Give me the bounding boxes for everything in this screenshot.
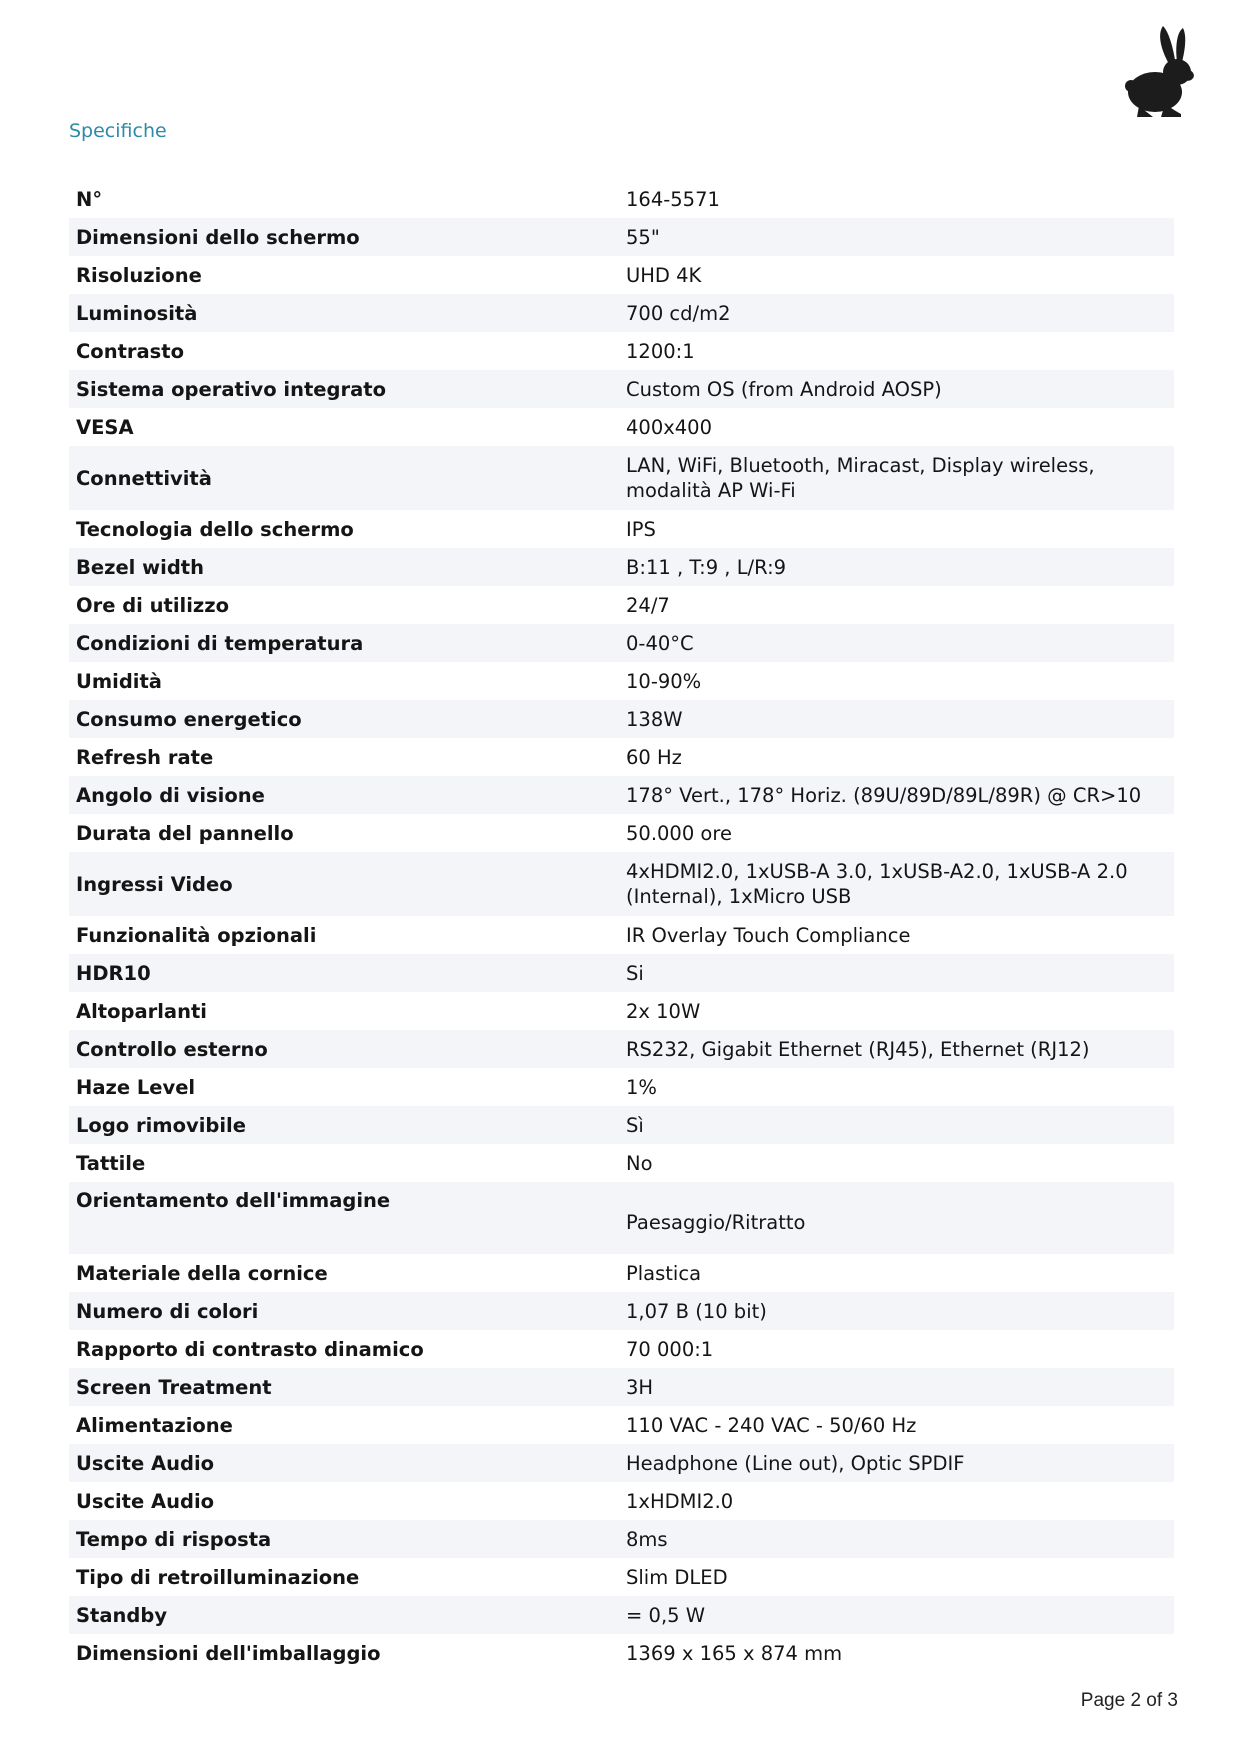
spec-value: Custom OS (from Android AOSP) [619,370,1174,408]
spec-value: 3H [619,1368,1174,1406]
spec-label: Dimensioni dell'imballaggio [76,1641,381,1665]
spec-label: Sistema operativo integrato [69,370,619,408]
spec-row [69,916,1174,954]
spec-row [69,256,1174,294]
spec-value: 1369 x 165 x 874 mm [626,1641,843,1665]
spec-label: Connettività [69,446,619,510]
spec-value: 2x 10W [626,999,701,1023]
spec-row [69,1634,1174,1672]
spec-value: 8ms [619,1520,1174,1558]
spec-row [69,954,1174,992]
spec-value: IR Overlay Touch Compliance [626,923,911,947]
spec-value: 60 Hz [626,745,682,769]
spec-value: 138W [619,700,1174,738]
spec-value: B:11 , T:9 , L/R:9 [619,548,1174,586]
spec-label: VESA [76,415,134,439]
spec-label: Tempo di risposta [69,1520,619,1558]
spec-value: 4xHDMI2.0, 1xUSB-A 3.0, 1xUSB-A2.0, 1xUSB-A 2.0 (Internal), 1xMicro USB [619,852,1174,916]
spec-label: Bezel width [69,548,619,586]
spec-row [69,1596,1174,1634]
spec-value: Headphone (Line out), Optic SPDIF [619,1444,1174,1482]
spec-value: 110 VAC - 240 VAC - 50/60 Hz [626,1413,917,1437]
spec-value: 1% [626,1075,657,1099]
spec-value: 50.000 ore [626,821,732,845]
spec-label: Tattile [76,1151,146,1175]
spec-value: RS232, Gigabit Ethernet (RJ45), Ethernet (RJ12) [619,1030,1174,1068]
spec-row [69,218,1174,256]
spec-label: HDR10 [69,954,619,992]
spec-row [69,1292,1174,1330]
spec-row [69,370,1174,408]
spec-value: 1200:1 [626,339,695,363]
spec-value: 1,07 B (10 bit) [619,1292,1174,1330]
spec-row [69,662,1174,700]
spec-row [69,1368,1174,1406]
spec-value: LAN, WiFi, Bluetooth, Miracast, Display wireless, modalità AP Wi-Fi [619,446,1174,510]
spec-row [69,1068,1174,1106]
spec-value: Plastica [626,1261,702,1285]
spec-value: 400x400 [626,415,712,439]
spec-label: Tipo di retroilluminazione [76,1565,360,1589]
spec-row [69,1444,1174,1482]
spec-value: Sì [619,1106,1174,1144]
spec-row [69,586,1174,624]
spec-row [69,1144,1174,1182]
spec-row [69,852,1174,916]
spec-value: Slim DLED [626,1565,728,1589]
specifications-table [69,180,1174,1672]
spec-value: No [626,1151,653,1175]
section-title: Specifiche [69,120,167,142]
spec-value: 55" [619,218,1174,256]
spec-value: Si [619,954,1174,992]
spec-label: Standby [69,1596,619,1634]
spec-label: Angolo di visione [69,776,619,814]
spec-value: 1xHDMI2.0 [626,1489,734,1513]
spec-label: Risoluzione [76,263,202,287]
spec-value: 178° Vert., 178° Horiz. (89U/89D/89L/89R) @ CR>10 [619,776,1174,814]
spec-label: N° [76,187,103,211]
spec-label: Ingressi Video [69,852,619,916]
spec-row [69,180,1174,218]
spec-row [69,738,1174,776]
spec-value: Paesaggio/Ritratto [619,1182,1174,1254]
spec-value: 164-5571 [626,187,720,211]
spec-row [69,1254,1174,1292]
spec-label: Controllo esterno [69,1030,619,1068]
spec-label: Refresh rate [76,745,214,769]
spec-row [69,1030,1174,1068]
spec-value: 70 000:1 [626,1337,714,1361]
spec-row [69,776,1174,814]
spec-label: Altoparlanti [76,999,207,1023]
spec-row [69,1182,1174,1254]
spec-label: Screen Treatment [69,1368,619,1406]
spec-row [69,1558,1174,1596]
spec-label: Uscite Audio [76,1489,215,1513]
spec-row [69,1106,1174,1144]
spec-row [69,1406,1174,1444]
spec-label: Condizioni di temperatura [69,624,619,662]
spec-label: Logo rimovibile [69,1106,619,1144]
spec-row [69,548,1174,586]
spec-row [69,294,1174,332]
spec-row [69,814,1174,852]
spec-value: UHD 4K [626,263,702,287]
spec-label: Umidità [76,669,162,693]
spec-label: Rapporto di contrasto dinamico [76,1337,424,1361]
spec-value: 0-40°C [619,624,1174,662]
spec-label: Ore di utilizzo [76,593,229,617]
spec-value: = 0,5 W [619,1596,1174,1634]
spec-row [69,510,1174,548]
spec-label: Luminosità [69,294,619,332]
page-number: Page 2 of 3 [1080,1690,1178,1711]
spec-value: 700 cd/m2 [619,294,1174,332]
spec-label: Uscite Audio [69,1444,619,1482]
spec-label: Numero di colori [69,1292,619,1330]
rabbit-icon [1125,24,1205,120]
spec-label: Contrasto [76,339,185,363]
spec-label: Alimentazione [76,1413,233,1437]
spec-row [69,1520,1174,1558]
spec-label: Haze Level [76,1075,196,1099]
spec-label: Durata del pannello [76,821,294,845]
spec-label: Funzionalità opzionali [76,923,317,947]
spec-label: Materiale della cornice [76,1261,328,1285]
spec-row [69,624,1174,662]
spec-row [69,1330,1174,1368]
spec-value: 10-90% [626,669,702,693]
spec-label: Tecnologia dello schermo [76,517,354,541]
spec-label: Consumo energetico [69,700,619,738]
spec-value: 24/7 [626,593,670,617]
spec-row [69,408,1174,446]
spec-row [69,1482,1174,1520]
spec-value: IPS [626,517,656,541]
spec-label: Dimensioni dello schermo [69,218,619,256]
spec-row [69,332,1174,370]
spec-row [69,446,1174,510]
spec-label: Orientamento dell'immagine [69,1182,619,1254]
spec-row [69,700,1174,738]
spec-row [69,992,1174,1030]
